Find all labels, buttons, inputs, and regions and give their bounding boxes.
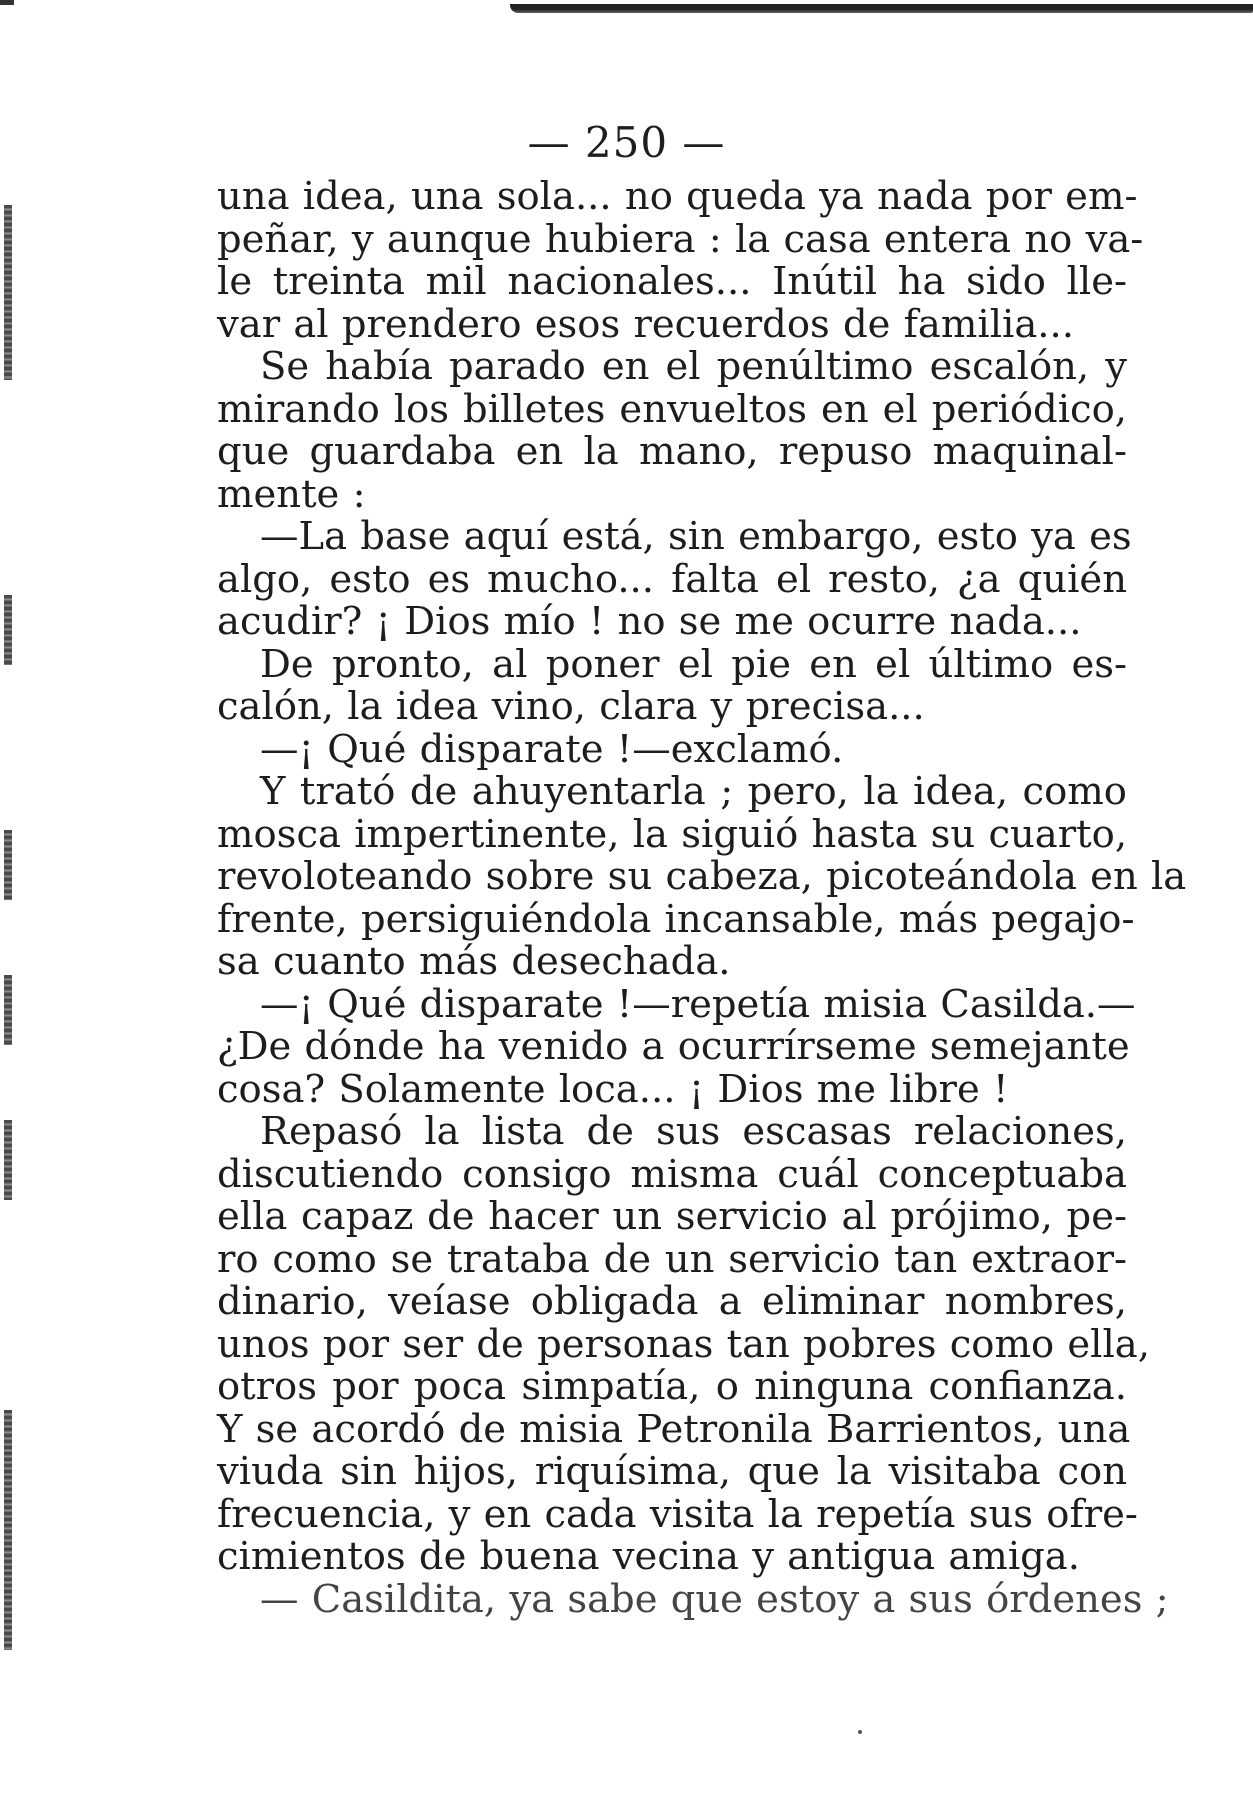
binding-edge	[4, 1120, 12, 1200]
text-line: ¿De dónde ha venido a ocurrírseme semejante	[217, 1024, 1130, 1069]
text-line: le treinta mil nacionales... Inútil ha sido lle-	[217, 259, 1127, 304]
top-rule	[510, 4, 1253, 13]
text-line: var al prendero esos recuerdos de familia...	[217, 301, 1074, 347]
text-line: Y se acordó de misia Petronila Barrientos, una	[217, 1406, 1131, 1452]
text-line: De pronto, al poner el pie en el último es-	[260, 641, 1127, 687]
binding-edge	[4, 595, 12, 665]
text-line: —¡ Qué disparate !—exclamó.	[260, 726, 844, 772]
text-line: frente, persiguiéndola incansable, más pegajo-	[217, 896, 1135, 942]
text-line: una idea, una sola... no queda ya nada por em-	[217, 174, 1138, 219]
text-line: ella capaz de hacer un servicio al prójimo, pe-	[217, 1194, 1127, 1239]
text-line: viuda sin hijos, riquísima, que la visitaba con	[217, 1449, 1127, 1494]
text-line: Repasó la lista de sus escasas relaciones,	[260, 1109, 1127, 1154]
text-line: ro como se trataba de un servicio tan extraor-	[217, 1236, 1127, 1282]
text-line: algo, esto es mucho... falta el resto, ¿a quién	[217, 556, 1127, 602]
body-text	[217, 174, 1187, 1622]
text-line: Se había parado en el penúltimo escalón, y	[260, 344, 1127, 389]
text-line: mosca impertinente, la siguió hasta su cuarto,	[217, 811, 1128, 857]
text-line: sa cuanto más desechada.	[217, 939, 731, 984]
binding-edge	[4, 1410, 12, 1650]
text-line: —¡ Qué disparate !—repetía misia Casilda.—	[260, 981, 1136, 1027]
text-line: Y trató de ahuyentarla ; pero, la idea, como	[260, 769, 1127, 814]
binding-edge	[4, 975, 12, 1045]
text-line: —La base aquí está, sin embargo, esto ya es	[260, 514, 1132, 559]
text-line: mente :	[217, 471, 366, 517]
page-number: — 250 —	[527, 118, 726, 167]
text-line: que guardaba en la mano, repuso maquinal-	[217, 429, 1127, 474]
text-line: calón, la idea vino, clara y precisa...	[217, 684, 925, 729]
text-line: — Casildita, ya sabe que estoy a sus órdenes ;	[260, 1576, 1169, 1622]
text-line: otros por poca simpatía, o ninguna confianza.	[217, 1364, 1127, 1409]
text-line: acudir? ¡ Dios mío ! no se me ocurre nada...	[217, 599, 1082, 644]
text-line: dinario, veíase obligada a eliminar nombres,	[217, 1279, 1127, 1324]
text-line: cimientos de buena vecina y antigua amiga.	[217, 1534, 1080, 1579]
corner-mark	[0, 0, 14, 5]
text-line: mirando los billetes envueltos en el periódico,	[217, 386, 1127, 432]
text-line: peñar, y aunque hubiera : la casa entera no va-	[217, 216, 1144, 262]
text-line: frecuencia, y en cada visita la repetía sus ofre-	[217, 1491, 1138, 1537]
ink-speck	[858, 1730, 862, 1734]
text-line: unos por ser de personas tan pobres como ella,	[217, 1321, 1150, 1367]
text-line: cosa? Solamente loca... ¡ Dios me libre !	[217, 1066, 1009, 1112]
text-line: discutiendo consigo misma cuál conceptuaba	[217, 1151, 1127, 1197]
binding-edge	[4, 830, 12, 900]
text-line: revoloteando sobre su cabeza, picoteándola en la	[217, 854, 1187, 899]
binding-edge	[4, 205, 12, 380]
